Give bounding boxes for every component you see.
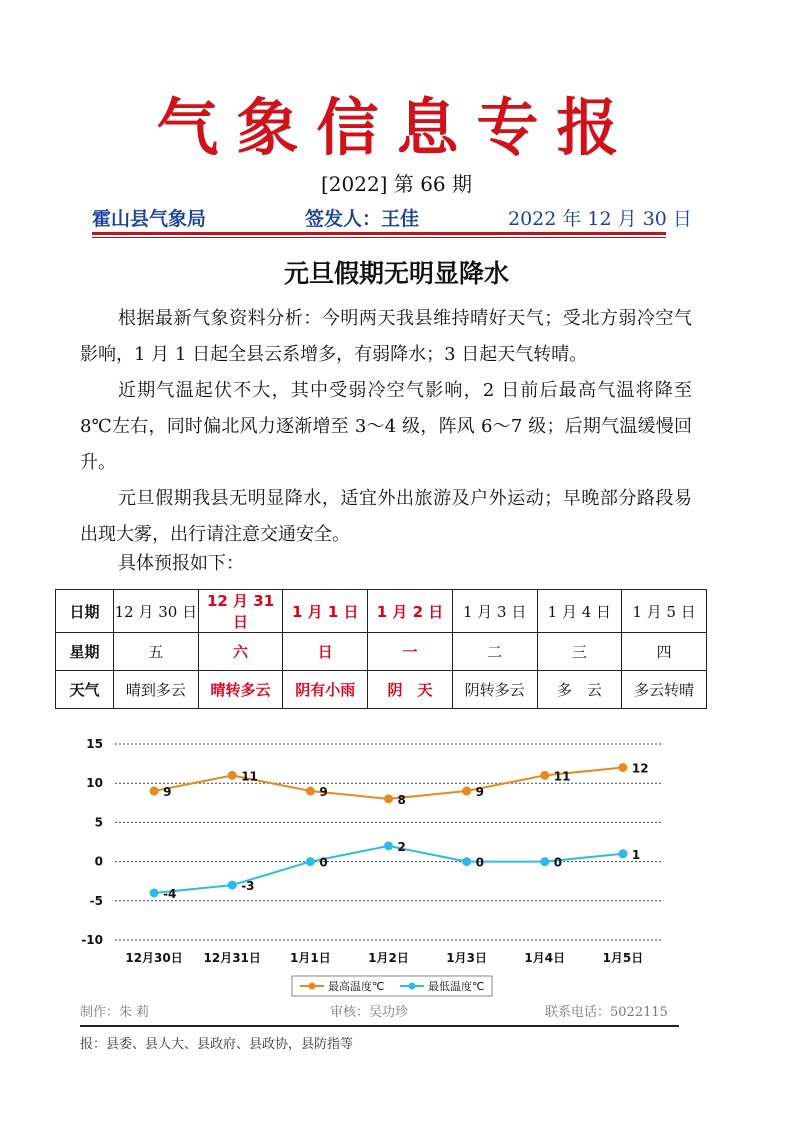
data-label: -4: [163, 886, 177, 901]
data-label: 2: [397, 839, 406, 854]
forecast-cell-weekday: 四: [622, 633, 707, 671]
headline: 元旦假期无明显降水: [283, 259, 509, 288]
data-label: 0: [475, 855, 485, 870]
forecast-cell-date: 1 月 3 日: [452, 590, 537, 633]
data-label: 11: [241, 769, 258, 784]
data-point: [306, 857, 315, 866]
y-tick-label: 5: [94, 815, 103, 830]
y-tick-label: -5: [89, 893, 103, 908]
forecast-cell-weather: 阴转多云: [452, 671, 537, 709]
paragraph: 具体预报如下：: [118, 553, 244, 574]
x-tick-label: 12月30日: [125, 951, 183, 965]
forecast-cell-weather: 晴转多云: [198, 671, 283, 709]
forecast-cell-date: 12 月 30 日: [114, 590, 199, 633]
legend-label: 最低温度℃: [428, 980, 485, 993]
issue-number: [2022] 第 66 期: [320, 172, 473, 196]
data-label: 0: [553, 855, 563, 870]
x-tick-label: 1月3日: [446, 951, 487, 965]
forecast-cell-weekday: 三: [537, 633, 622, 671]
data-label: 12: [631, 761, 649, 776]
legend-swatch-marker: [409, 983, 416, 990]
data-point: [462, 787, 471, 796]
data-point: [618, 849, 627, 858]
forecast-cell-weather: 多云转晴: [622, 671, 707, 709]
y-tick-label: 10: [86, 776, 103, 791]
forecast-cell-date: 1 月 2 日: [368, 590, 453, 633]
data-label: 9: [163, 785, 172, 800]
data-point: [618, 763, 627, 772]
data-label: 1: [631, 847, 641, 862]
issuer: 签发人：王佳: [305, 208, 420, 230]
weather-row: [56, 671, 707, 709]
legend-swatch-marker: [309, 983, 316, 990]
footer-rule: [80, 1025, 679, 1027]
data-point: [384, 794, 393, 803]
y-tick-label: 15: [86, 737, 103, 751]
x-tick-label: 1月4日: [524, 951, 566, 965]
contact-phone: 联系电话：5022115: [545, 1005, 668, 1020]
date-row: [56, 590, 707, 633]
series-line-1: [154, 846, 623, 893]
forecast-cell-weekday: 五: [114, 633, 199, 671]
header-rule: [92, 232, 666, 235]
forecast-cell-date: 1 月 4 日: [537, 590, 622, 633]
agency-name: 霍山县气象局: [92, 208, 207, 230]
paragraph: 根据最新气象资料分析：今明两天我县维持晴好天气；受北方弱冷空气影响，1 月 1 日起全县云系增多，有弱降水；3 日起天气转晴。: [80, 308, 692, 365]
data-label: 9: [319, 785, 328, 800]
x-tick-label: 1月2日: [368, 951, 409, 965]
data-label: 8: [397, 792, 406, 807]
distribution-list: 报：县委、县人大、县政府、县政协，县防指等: [80, 1037, 354, 1052]
x-tick-label: 1月1日: [290, 951, 331, 965]
forecast-cell-date: 12 月 31 日: [198, 590, 283, 633]
row-label: 天气: [56, 671, 114, 709]
legend-label: 最高温度℃: [328, 980, 385, 993]
masthead-title: 气象信息专报: [156, 91, 637, 164]
temperature-chart: [70, 730, 690, 1000]
data-point: [306, 787, 315, 796]
forecast-table: [55, 589, 707, 709]
header-rule-thin: [92, 237, 666, 238]
weekday-row: [56, 633, 707, 671]
forecast-cell-weekday: 日: [283, 633, 368, 671]
x-tick-label: 12月31日: [203, 951, 261, 965]
row-label: 星期: [56, 633, 114, 671]
y-tick-label: 0: [94, 854, 103, 869]
data-label: 11: [553, 769, 571, 784]
forecast-cell-weather: 阴有小雨: [283, 671, 368, 709]
issue-date: 2022 年 12 月 30 日: [508, 208, 692, 230]
data-point: [150, 787, 159, 796]
paragraph: 近期气温起伏不大，其中受弱冷空气影响，2 日前后最高气温将降至 8℃左右，同时偏北风力逐渐增至 3～4 级，阵风 6～7 级；后期气温缓慢回升。: [80, 380, 692, 473]
data-point: [384, 841, 393, 850]
maker: 制作：朱 莉: [80, 1005, 150, 1020]
data-point: [462, 857, 471, 866]
forecast-cell-weekday: 一: [368, 633, 453, 671]
paragraph: 元旦假期我县无明显降水，适宜外出旅游及户外运动；早晚部分路段易出现大雾，出行请注意交通安全。: [80, 488, 692, 545]
forecast-cell-weather: 多 云: [537, 671, 622, 709]
forecast-cell-date: 1 月 5 日: [622, 590, 707, 633]
forecast-cell-weekday: 二: [452, 633, 537, 671]
data-point: [150, 888, 159, 897]
x-tick-label: 1月5日: [602, 951, 644, 965]
data-point: [228, 771, 237, 780]
forecast-cell-weather: 晴到多云: [114, 671, 199, 709]
forecast-cell-weekday: 六: [198, 633, 283, 671]
data-label: -3: [241, 879, 255, 894]
row-label: 日期: [56, 590, 114, 633]
y-tick-label: -10: [81, 933, 103, 947]
data-label: 0: [319, 855, 328, 870]
forecast-cell-date: 1 月 1 日: [283, 590, 368, 633]
data-point: [540, 771, 549, 780]
data-point: [540, 857, 549, 866]
forecast-cell-weather: 阴 天: [368, 671, 453, 709]
reviewer: 审核：吴功珍: [330, 1005, 409, 1020]
data-label: 9: [475, 785, 485, 800]
data-point: [228, 881, 237, 890]
